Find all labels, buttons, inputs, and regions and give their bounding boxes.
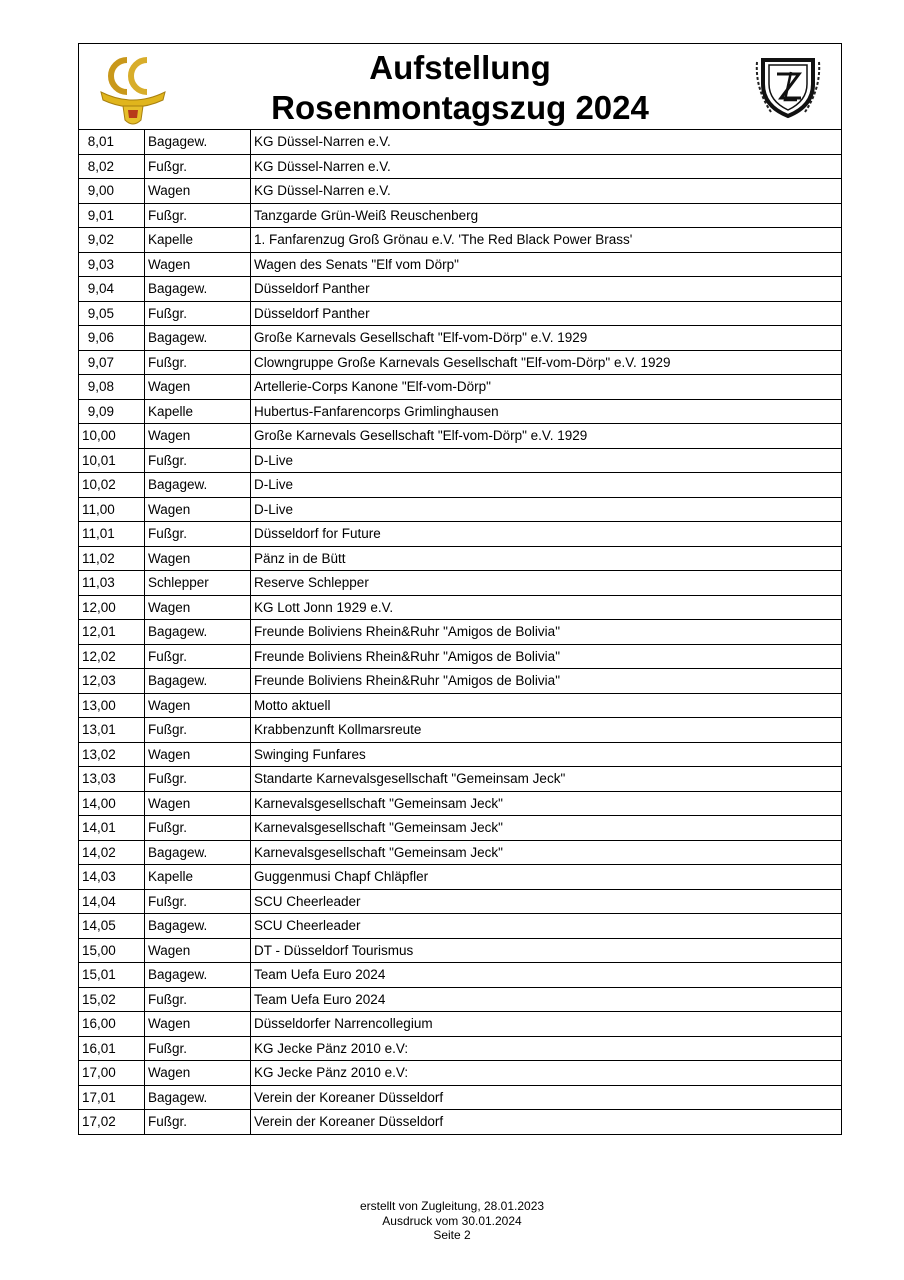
row-participant: Freunde Boliviens Rhein&Ruhr "Amigos de Bolivia" (251, 644, 842, 669)
row-type: Wagen (145, 497, 251, 522)
document-footer (0, 1199, 904, 1243)
footer-print-date: Ausdruck vom 30.01.2024 (382, 1213, 522, 1228)
row-number: 10,01 (79, 448, 145, 473)
row-type: Fußgr. (145, 889, 251, 914)
row-participant: Team Uefa Euro 2024 (251, 963, 842, 988)
row-number: 9,06 (79, 326, 145, 351)
row-type: Fußgr. (145, 350, 251, 375)
table-row (79, 742, 842, 767)
row-participant: Freunde Boliviens Rhein&Ruhr "Amigos de Bolivia" (251, 669, 842, 694)
row-type: Kapelle (145, 228, 251, 253)
row-participant: KG Düssel-Narren e.V. (251, 130, 842, 155)
row-number: 9,00 (79, 179, 145, 204)
row-number: 11,01 (79, 522, 145, 547)
row-number: 17,02 (79, 1110, 145, 1135)
row-number: 15,00 (79, 938, 145, 963)
table-row (79, 497, 842, 522)
row-type: Wagen (145, 693, 251, 718)
row-number: 17,00 (79, 1061, 145, 1086)
row-number: 9,02 (79, 228, 145, 253)
row-type: Wagen (145, 252, 251, 277)
row-participant: Tanzgarde Grün-Weiß Reuschenberg (251, 203, 842, 228)
table-row (79, 1085, 842, 1110)
row-participant: Verein der Koreaner Düsseldorf (251, 1085, 842, 1110)
row-type: Kapelle (145, 865, 251, 890)
table-row (79, 399, 842, 424)
table-row (79, 914, 842, 939)
row-number: 12,03 (79, 669, 145, 694)
row-participant: Verein der Koreaner Düsseldorf (251, 1110, 842, 1135)
row-number: 11,02 (79, 546, 145, 571)
row-participant: Pänz in de Bütt (251, 546, 842, 571)
table-row (79, 473, 842, 498)
row-type: Fußgr. (145, 1036, 251, 1061)
row-type: Fußgr. (145, 816, 251, 841)
row-type: Fußgr. (145, 644, 251, 669)
row-type: Fußgr. (145, 1110, 251, 1135)
table-row (79, 424, 842, 449)
row-participant: Große Karnevals Gesellschaft "Elf-vom-Dörp" e.V. 1929 (251, 326, 842, 351)
row-participant: 1. Fanfarenzug Groß Grönau e.V. 'The Red Black Power Brass' (251, 228, 842, 253)
zl-shield-logo-icon (755, 54, 821, 120)
row-number: 10,02 (79, 473, 145, 498)
page-title (79, 48, 841, 128)
row-participant: Motto aktuell (251, 693, 842, 718)
row-type: Wagen (145, 179, 251, 204)
table-row (79, 546, 842, 571)
table-row (79, 791, 842, 816)
table-row (79, 252, 842, 277)
row-participant: D-Live (251, 497, 842, 522)
row-number: 12,02 (79, 644, 145, 669)
row-type: Bagagew. (145, 326, 251, 351)
row-number: 8,02 (79, 154, 145, 179)
row-type: Wagen (145, 375, 251, 400)
row-type: Wagen (145, 424, 251, 449)
row-participant: SCU Cheerleader (251, 889, 842, 914)
row-type: Fußgr. (145, 767, 251, 792)
row-number: 13,01 (79, 718, 145, 743)
table-row (79, 301, 842, 326)
row-number: 12,01 (79, 620, 145, 645)
table-row (79, 816, 842, 841)
table-row (79, 1012, 842, 1037)
row-number: 14,02 (79, 840, 145, 865)
row-number: 8,01 (79, 130, 145, 155)
row-number: 9,01 (79, 203, 145, 228)
row-type: Bagagew. (145, 840, 251, 865)
row-participant: Düsseldorf Panther (251, 301, 842, 326)
row-participant: KG Düssel-Narren e.V. (251, 179, 842, 204)
table-row (79, 718, 842, 743)
row-number: 14,01 (79, 816, 145, 841)
table-row (79, 669, 842, 694)
row-participant: Freunde Boliviens Rhein&Ruhr "Amigos de Bolivia" (251, 620, 842, 645)
row-number: 9,04 (79, 277, 145, 302)
table-row (79, 767, 842, 792)
row-participant: Hubertus-Fanfarencorps Grimlinghausen (251, 399, 842, 424)
row-type: Wagen (145, 938, 251, 963)
row-type: Bagagew. (145, 473, 251, 498)
row-type: Bagagew. (145, 1085, 251, 1110)
row-participant: Düsseldorfer Narrencollegium (251, 1012, 842, 1037)
row-type: Kapelle (145, 399, 251, 424)
document-sheet (78, 43, 842, 1135)
row-type: Schlepper (145, 571, 251, 596)
table-row (79, 130, 842, 155)
table-row (79, 840, 842, 865)
row-participant: Swinging Funfares (251, 742, 842, 767)
row-type: Bagagew. (145, 669, 251, 694)
table-row (79, 987, 842, 1012)
row-number: 14,00 (79, 791, 145, 816)
row-number: 13,00 (79, 693, 145, 718)
row-number: 16,00 (79, 1012, 145, 1037)
row-type: Wagen (145, 1061, 251, 1086)
row-type: Bagagew. (145, 277, 251, 302)
table-row (79, 571, 842, 596)
table-row (79, 277, 842, 302)
row-type: Bagagew. (145, 130, 251, 155)
document-header (78, 43, 842, 129)
row-type: Bagagew. (145, 620, 251, 645)
row-type: Fußgr. (145, 154, 251, 179)
table-row (79, 326, 842, 351)
row-participant: Große Karnevals Gesellschaft "Elf-vom-Dörp" e.V. 1929 (251, 424, 842, 449)
table-row (79, 963, 842, 988)
row-type: Fußgr. (145, 987, 251, 1012)
row-type: Wagen (145, 546, 251, 571)
table-row (79, 644, 842, 669)
table-row (79, 350, 842, 375)
row-number: 10,00 (79, 424, 145, 449)
table-row (79, 154, 842, 179)
row-participant: Krabbenzunft Kollmarsreute (251, 718, 842, 743)
row-type: Fußgr. (145, 203, 251, 228)
row-participant: D-Live (251, 473, 842, 498)
row-number: 13,03 (79, 767, 145, 792)
row-number: 15,02 (79, 987, 145, 1012)
row-type: Wagen (145, 595, 251, 620)
table-row (79, 448, 842, 473)
table-row (79, 865, 842, 890)
row-participant: Düsseldorf Panther (251, 277, 842, 302)
row-number: 9,09 (79, 399, 145, 424)
row-number: 14,04 (79, 889, 145, 914)
row-participant: Team Uefa Euro 2024 (251, 987, 842, 1012)
row-participant: Clowngruppe Große Karnevals Gesellschaft "Elf-vom-Dörp" e.V. 1929 (251, 350, 842, 375)
table-row (79, 938, 842, 963)
row-number: 9,07 (79, 350, 145, 375)
row-participant: Wagen des Senats "Elf vom Dörp" (251, 252, 842, 277)
row-participant: D-Live (251, 448, 842, 473)
table-row (79, 1036, 842, 1061)
row-type: Bagagew. (145, 963, 251, 988)
row-participant: Karnevalsgesellschaft "Gemeinsam Jeck" (251, 791, 842, 816)
lineup-table (78, 129, 842, 1135)
row-number: 14,05 (79, 914, 145, 939)
row-type: Fußgr. (145, 522, 251, 547)
row-type: Wagen (145, 791, 251, 816)
table-row (79, 889, 842, 914)
row-participant: Düsseldorf for Future (251, 522, 842, 547)
row-type: Bagagew. (145, 914, 251, 939)
row-type: Wagen (145, 742, 251, 767)
table-row (79, 375, 842, 400)
row-participant: Standarte Karnevalsgesellschaft "Gemeinsam Jeck" (251, 767, 842, 792)
row-type: Fußgr. (145, 718, 251, 743)
table-row (79, 1110, 842, 1135)
row-number: 14,03 (79, 865, 145, 890)
table-row (79, 595, 842, 620)
row-number: 9,08 (79, 375, 145, 400)
row-participant: Artellerie-Corps Kanone "Elf-vom-Dörp" (251, 375, 842, 400)
title-line-1: Aufstellung (369, 49, 551, 86)
row-participant: SCU Cheerleader (251, 914, 842, 939)
row-number: 9,05 (79, 301, 145, 326)
row-participant: KG Düssel-Narren e.V. (251, 154, 842, 179)
table-row (79, 522, 842, 547)
table-row (79, 693, 842, 718)
row-number: 15,01 (79, 963, 145, 988)
row-participant: Reserve Schlepper (251, 571, 842, 596)
row-type: Wagen (145, 1012, 251, 1037)
row-number: 17,01 (79, 1085, 145, 1110)
title-line-2: Rosenmontagszug 2024 (271, 89, 649, 126)
table-row (79, 203, 842, 228)
row-number: 16,01 (79, 1036, 145, 1061)
row-number: 13,02 (79, 742, 145, 767)
row-participant: KG Jecke Pänz 2010 e.V: (251, 1061, 842, 1086)
table-row (79, 228, 842, 253)
table-row (79, 620, 842, 645)
row-number: 11,03 (79, 571, 145, 596)
row-number: 9,03 (79, 252, 145, 277)
row-type: Fußgr. (145, 448, 251, 473)
table-row (79, 179, 842, 204)
row-participant: Karnevalsgesellschaft "Gemeinsam Jeck" (251, 840, 842, 865)
row-participant: DT - Düsseldorf Tourismus (251, 938, 842, 963)
row-number: 12,00 (79, 595, 145, 620)
row-type: Fußgr. (145, 301, 251, 326)
row-number: 11,00 (79, 497, 145, 522)
row-participant: KG Jecke Pänz 2010 e.V: (251, 1036, 842, 1061)
table-row (79, 1061, 842, 1086)
row-participant: Guggenmusi Chapf Chläpfler (251, 865, 842, 890)
row-participant: Karnevalsgesellschaft "Gemeinsam Jeck" (251, 816, 842, 841)
row-participant: KG Lott Jonn 1929 e.V. (251, 595, 842, 620)
footer-created-by: erstellt von Zugleitung, 28.01.2023 (359, 1199, 545, 1213)
footer-page-number: Seite 2 (433, 1228, 471, 1242)
